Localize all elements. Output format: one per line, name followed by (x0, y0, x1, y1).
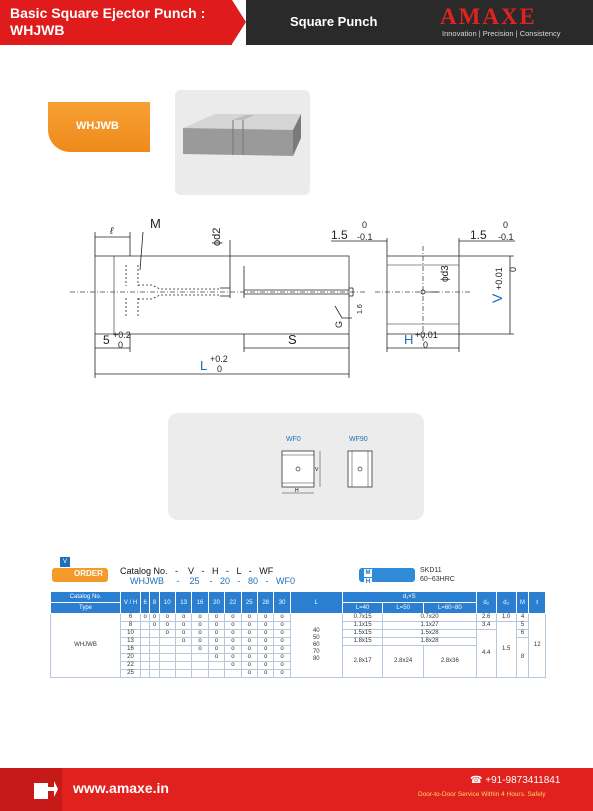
th-v-30: 30 (274, 592, 290, 614)
h-cell: 22 (121, 662, 141, 670)
availability-cell: o (175, 630, 191, 638)
product-tag-label: WHJWB (76, 120, 119, 132)
dim-M: M (150, 216, 161, 231)
availability-cell: o (274, 614, 290, 622)
m-cell: 6 (516, 630, 529, 638)
l-value: 60 (312, 642, 320, 648)
h-cell: 10 (121, 630, 141, 638)
availability-cell: o (241, 622, 257, 630)
availability-cell (150, 662, 159, 670)
th-type: Type (51, 603, 121, 614)
th-L6080: L=60~80 (423, 603, 476, 614)
h-cell: 16 (121, 646, 141, 654)
dim-L-zero: 0 (217, 364, 223, 374)
dim-H: H (404, 332, 414, 347)
d1s-large-cell: 2.8x17 (342, 646, 383, 678)
availability-cell (192, 654, 208, 662)
th-v-25: 25 (241, 592, 257, 614)
th-v-6: 6 (141, 592, 150, 614)
punch-photo (175, 90, 310, 195)
availability-cell: o (257, 654, 273, 662)
availability-cell: o (257, 670, 273, 678)
dim-five-tol: +0.2 (113, 330, 131, 340)
d2-cell: 2.6 (476, 614, 496, 622)
catalog-format: Catalog No. - V - H - L - WF (120, 566, 274, 576)
d1s-l50-80-cell: 1.1x27 (383, 622, 476, 630)
availability-cell (141, 646, 150, 654)
availability-cell: o (274, 662, 290, 670)
availability-cell: o (192, 630, 208, 638)
d1s-l40-cell: 0.7x15 (342, 614, 383, 622)
l-value: 70 (312, 649, 320, 655)
dim-l: ℓ (110, 226, 114, 237)
d1s-l50-80-cell: 1.5x28 (383, 630, 476, 638)
share-icon (32, 777, 58, 801)
dim-tol-right: 1.5 (470, 228, 487, 242)
availability-cell (208, 670, 224, 678)
dim-d3: ϕd3 (440, 265, 451, 282)
l-value: 50 (312, 635, 320, 641)
availability-cell: o (241, 646, 257, 654)
h-cell: 25 (121, 670, 141, 678)
wf0-label: WF0 (286, 436, 301, 443)
wf90-label: WF90 (349, 436, 368, 443)
th-l: ℓ (529, 592, 546, 614)
th-v-10: 10 (159, 592, 175, 614)
availability-cell: o (208, 654, 224, 662)
availability-cell: o (257, 630, 273, 638)
availability-cell (141, 662, 150, 670)
phone-number[interactable]: ☎ +91-9873411841 (470, 775, 561, 786)
m-cell: 5 (516, 622, 529, 630)
d1s-l40-cell: 1.1x15 (342, 622, 383, 630)
m-large-cell: 8 (516, 638, 529, 678)
l-value: 80 (312, 656, 320, 662)
dim-V-tol: +0.01 (494, 267, 504, 290)
availability-cell: o (241, 654, 257, 662)
dim-H-zero: 0 (423, 340, 429, 350)
d1s-l40-cell: 1.5x15 (342, 630, 383, 638)
dim-tol-right-lower: -0.1 (498, 232, 514, 242)
availability-cell: o (241, 630, 257, 638)
availability-cell: o (274, 670, 290, 678)
availability-cell: o (225, 654, 241, 662)
dim-tol-left: 1.5 (331, 228, 348, 242)
availability-cell: o (257, 646, 273, 654)
dim-tol-left-lower: -0.1 (357, 232, 373, 242)
spec-table (50, 591, 546, 678)
availability-cell (141, 670, 150, 678)
d1s-l50-80-cell: 1.8x28 (383, 638, 476, 646)
catalog-example: WHJWB - 25 - 20 - 80 - WF0 (130, 576, 296, 586)
availability-cell: o (159, 630, 175, 638)
availability-cell: o (257, 638, 273, 646)
l-length-cell: 12 (529, 614, 546, 678)
th-v-28: 28 (257, 592, 273, 614)
availability-cell: o (241, 614, 257, 622)
l-value: 40 (312, 628, 320, 634)
availability-cell (192, 662, 208, 670)
availability-cell: o (208, 614, 224, 622)
page-title: Basic Square Ejector Punch : WHJWB (10, 5, 206, 38)
th-d3: d₃ (496, 592, 516, 614)
h-cell: 20 (121, 654, 141, 662)
th-vh: V / H (121, 592, 141, 614)
dim-S: S (288, 332, 297, 347)
availability-cell: o (150, 622, 159, 630)
table-row (51, 614, 546, 622)
dim-tol-right-upper: 0 (503, 220, 509, 230)
availability-cell: o (274, 630, 290, 638)
dim-five-zero: 0 (118, 340, 124, 350)
phone-icon: ☎ (470, 775, 486, 786)
l-values-cell (290, 614, 342, 678)
availability-cell: o (192, 622, 208, 630)
dim-roughness: 1.6 (357, 304, 364, 314)
brand-logo: AMAXE (440, 4, 537, 29)
availability-cell (150, 654, 159, 662)
th-v-8: 8 (150, 592, 159, 614)
dim-tol-left-upper: 0 (362, 220, 368, 230)
d1s-l40-cell: 1.8x15 (342, 638, 383, 646)
technical-drawing (70, 210, 540, 385)
availability-cell: o (225, 622, 241, 630)
website-link[interactable]: www.amaxe.in (73, 780, 169, 796)
availability-cell: o (274, 654, 290, 662)
d2-large-cell: 4.4 (476, 630, 496, 678)
availability-cell (141, 654, 150, 662)
th-v-20: 20 (208, 592, 224, 614)
th-L40: L=40 (342, 603, 383, 614)
h-cell: 8 (121, 622, 141, 630)
material-hardness: 60~63HRC (420, 576, 455, 583)
availability-cell (192, 670, 208, 678)
brand-tagline: Innovation | Precision | Consistency (442, 29, 561, 38)
d1s-large-cell: 2.8x24 (383, 646, 424, 678)
dim-H-tol: +0.01 (415, 330, 438, 340)
th-v-22: 22 (225, 592, 241, 614)
availability-cell (159, 638, 175, 646)
availability-cell: o (192, 646, 208, 654)
h-cell: 6 (121, 614, 141, 622)
availability-cell (159, 646, 175, 654)
availability-cell: o (274, 622, 290, 630)
dim-V: V (489, 293, 505, 303)
availability-cell: o (241, 662, 257, 670)
dim-five: 5 (103, 333, 110, 347)
availability-cell: o (208, 630, 224, 638)
availability-cell: o (175, 622, 191, 630)
th-catalog: Catalog No. (51, 592, 121, 603)
availability-cell: o (159, 622, 175, 630)
availability-cell: o (241, 670, 257, 678)
availability-cell: o (257, 614, 273, 622)
availability-cell: o (208, 622, 224, 630)
availability-cell (150, 670, 159, 678)
type-cell: WHJWB (51, 614, 121, 678)
h-cell: 13 (121, 638, 141, 646)
availability-cell (141, 630, 150, 638)
order-badge-mark: V (60, 557, 70, 567)
availability-cell: o (192, 638, 208, 646)
th-L50: L=50 (383, 603, 424, 614)
wf0-h: H (295, 488, 299, 494)
availability-cell: o (159, 614, 175, 622)
d2-cell: 3.4 (476, 622, 496, 630)
availability-cell (175, 646, 191, 654)
availability-cell: o (225, 662, 241, 670)
availability-cell: o (274, 646, 290, 654)
availability-cell (208, 662, 224, 670)
availability-cell (175, 670, 191, 678)
availability-cell (225, 670, 241, 678)
availability-cell: o (257, 622, 273, 630)
availability-cell: o (241, 638, 257, 646)
service-note: Door-to-Door Service Within 4 Hours. Safely (418, 791, 546, 798)
m-cell: 4 (516, 614, 529, 622)
availability-cell: o (150, 614, 159, 622)
availability-cell: o (208, 638, 224, 646)
availability-cell (150, 630, 159, 638)
category-label: Square Punch (290, 14, 378, 29)
availability-cell: o (208, 646, 224, 654)
availability-cell (150, 646, 159, 654)
dim-L-tol: +0.2 (210, 354, 228, 364)
availability-cell: o (175, 614, 191, 622)
dim-G: G (334, 320, 344, 328)
availability-cell: o (225, 646, 241, 654)
material-name: SKD11 (420, 567, 442, 574)
availability-cell: o (225, 614, 241, 622)
th-v-13: 13 (175, 592, 191, 614)
material-h-mark: H (365, 579, 371, 585)
order-label: ORDER (74, 569, 103, 578)
availability-cell: o (141, 614, 150, 622)
availability-cell (159, 670, 175, 678)
th-d1s: d₁×S (342, 592, 476, 603)
availability-cell: o (225, 638, 241, 646)
availability-cell (175, 662, 191, 670)
availability-cell: o (175, 638, 191, 646)
wf-drawings (268, 433, 388, 503)
wf0-v: V (315, 467, 319, 473)
d1s-large-cell: 2.8x36 (423, 646, 476, 678)
th-v-16: 16 (192, 592, 208, 614)
d1s-l50-80-cell: 0.7x20 (383, 614, 476, 622)
availability-cell (159, 662, 175, 670)
d3-cell: 1.0 (496, 614, 516, 622)
availability-cell: o (192, 614, 208, 622)
availability-cell (150, 638, 159, 646)
dim-V-zero: 0 (508, 266, 518, 272)
d3-large-cell: 1.5 (496, 622, 516, 678)
dim-L: L (200, 358, 208, 373)
dim-d2: ϕd2 (211, 227, 223, 246)
availability-cell (175, 654, 191, 662)
availability-cell (141, 622, 150, 630)
availability-cell: o (274, 638, 290, 646)
th-M: M (516, 592, 529, 614)
availability-cell: o (257, 662, 273, 670)
availability-cell: o (225, 630, 241, 638)
th-d2: d₂ (476, 592, 496, 614)
th-L: L (290, 592, 342, 614)
availability-cell (141, 638, 150, 646)
availability-cell (159, 654, 175, 662)
material-m-mark: M (365, 570, 371, 576)
